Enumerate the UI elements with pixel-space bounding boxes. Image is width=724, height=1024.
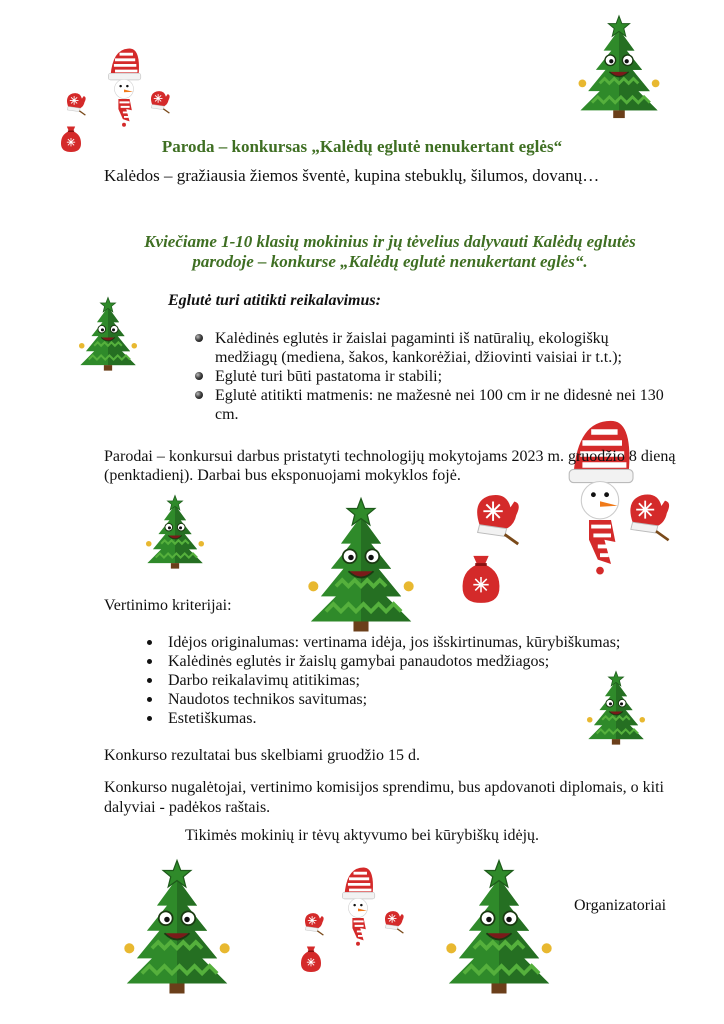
criteria-heading: Vertinimo kriterijai: xyxy=(104,597,232,614)
mitten-icon xyxy=(385,911,404,933)
christmas-tree-icon xyxy=(136,494,214,570)
awards-text: Konkurso nugalėtojai, vertinimo komisijos sprendimu, bus apdovanoti diplomais, o kiti dalyviai - padėkos raštais. xyxy=(104,779,664,816)
list-item-text: Eglutė turi būti pastatoma ir stabili; xyxy=(215,368,443,385)
list-item-text: Estetiškumas. xyxy=(168,710,257,727)
list-item xyxy=(147,709,620,728)
gift-sack-icon xyxy=(463,556,500,603)
christmas-tree-icon xyxy=(106,858,248,996)
list-item xyxy=(193,367,673,386)
list-item xyxy=(147,671,620,690)
bullet-icon xyxy=(147,678,152,683)
list-item xyxy=(147,633,620,652)
snowman-group-bottom xyxy=(296,858,408,976)
invitation-line: parodoje – konkurse „Kalėdų eglutė nenukertant eglės“. xyxy=(192,252,588,271)
mitten-icon xyxy=(630,494,669,540)
list-item-text: Idėjos originalumas: vertinama idėja, jos išskirtinumas, kūrybiškumas; xyxy=(168,634,621,651)
bullet-icon xyxy=(147,659,152,664)
bullet-icon xyxy=(147,640,152,645)
list-item-text: Kalėdinės eglutės ir žaislų gamybai panaudotos medžiagos; xyxy=(168,653,550,670)
closing-text: Tikimės mokinių ir tėvų aktyvumo bei kūrybiškų idėjų. xyxy=(184,827,540,844)
invitation xyxy=(90,232,690,272)
snowman-icon xyxy=(569,421,633,575)
results-date-text: Konkurso rezultatai bus skelbiami gruodžio 15 d. xyxy=(104,747,420,764)
snowman-icon xyxy=(342,868,374,946)
christmas-tree-icon xyxy=(566,14,672,120)
list-item xyxy=(147,652,620,671)
snowman-icon xyxy=(108,49,140,127)
organizers-signature: Organizatoriai xyxy=(574,897,667,914)
christmas-tree-icon xyxy=(70,296,146,372)
invitation-line: Kviečiame 1-10 klasių mokinius ir jų tėvelius dalyvauti Kalėdų eglutės xyxy=(144,232,636,251)
mitten-icon xyxy=(477,495,519,544)
bullet-icon xyxy=(147,697,152,702)
list-item-text: Eglutė atitikti matmenis: ne mažesnė nei 100 cm ir ne didesnė nei 130 cm. xyxy=(215,387,664,423)
requirements-heading: Eglutė turi atitikti reikalavimus: xyxy=(168,292,381,309)
list-item-text: Kalėdinės eglutės ir žaislai pagaminti iš natūralių, ekologiškų medžiagų (mediena, šakos, kankorėžiai, džiovinti vaisiai ir t.t.); xyxy=(215,330,622,366)
gift-sack-icon xyxy=(301,947,321,972)
bullet-icon xyxy=(195,391,203,399)
list-item xyxy=(193,329,673,367)
requirements-list xyxy=(193,329,673,424)
list-item-text: Darbo reikalavimų atitikimas; xyxy=(168,672,360,689)
submission-text: Parodai – konkursui darbus pristatyti technologijų mokytojams 2023 m. gruodžio 8 dieną (penktadienį). Darbai bus eksponuojami mokyklos fojė. xyxy=(104,448,676,484)
bullet-icon xyxy=(147,716,152,721)
list-item xyxy=(193,386,673,424)
list-item-text: Naudotos technikos savitumas; xyxy=(168,691,368,708)
criteria-list xyxy=(147,633,620,728)
bullet-icon xyxy=(195,334,203,342)
christmas-tree-icon xyxy=(428,858,570,996)
list-item xyxy=(147,690,620,709)
bullet-icon xyxy=(195,372,203,380)
mitten-icon xyxy=(67,93,86,115)
mitten-icon xyxy=(151,91,170,113)
snowman-group-middle xyxy=(455,400,675,615)
christmas-tree-icon xyxy=(290,496,432,634)
page-title: Paroda – konkursas „Kalėdų eglutė nenukertant eglės“ xyxy=(161,137,563,156)
mitten-icon xyxy=(305,913,324,935)
intro-text: Kalėdos – gražiausia žiemos šventė, kupina stebuklų, šilumos, dovanų… xyxy=(104,166,600,185)
